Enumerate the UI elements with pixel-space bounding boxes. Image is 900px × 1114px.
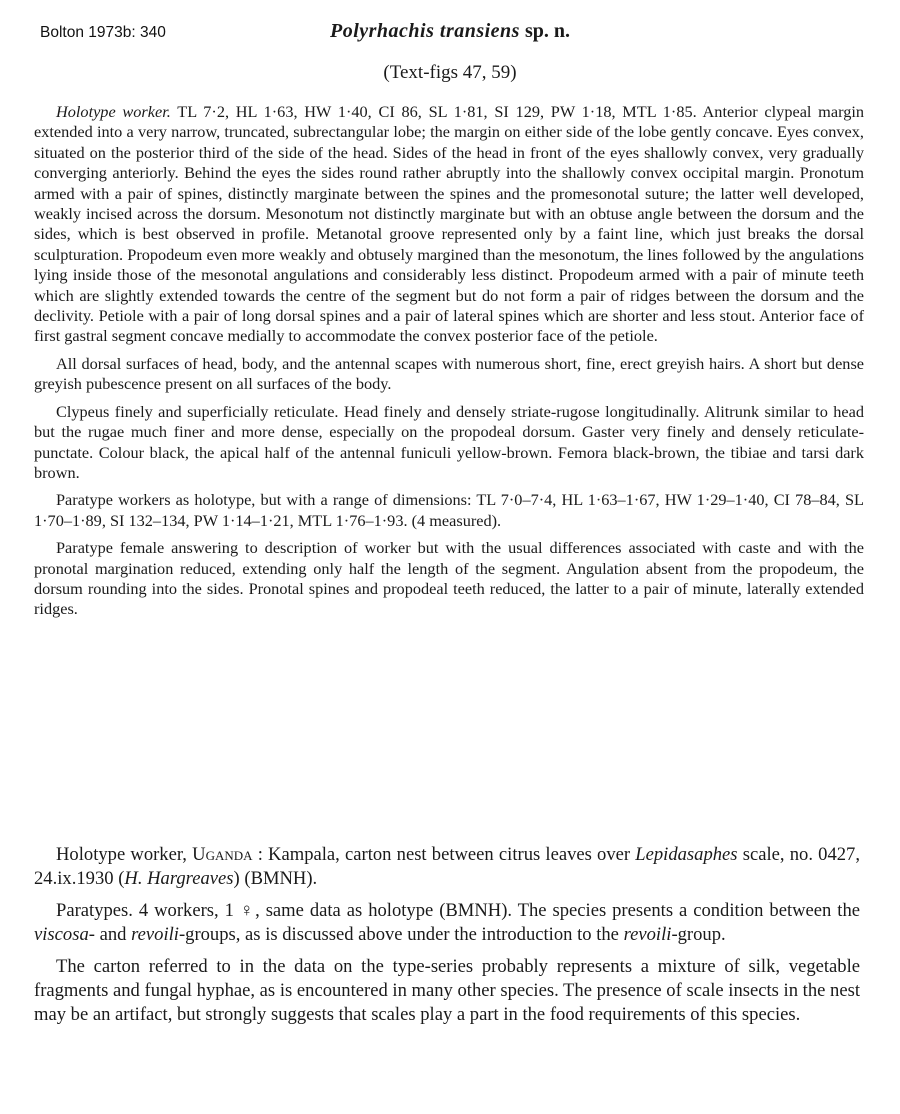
holotype-material-paragraph [34, 843, 860, 890]
species-group-revoili: revoili [131, 923, 179, 945]
sculpture-colour-paragraph: Clypeus finely and superficially reticulate. Head finely and densely striate-rugose longitudinally. Alitrunk similar to head but the rugae much finer and more dense, especially on the propodeal dorsum. Gaster very finely and densely reticulate-punctate. Colour black, the apical half of the antennal funiculi yellow-brown. Femora black-brown, the tibiae and tarsi dark brown. [34, 401, 864, 482]
description-section [34, 102, 864, 627]
host-genus: Lepidasaphes [635, 844, 738, 865]
collector: H. Hargreaves [124, 867, 234, 889]
paratypes-discussion: -groups, as is discussed above under the introduction to the [178, 923, 624, 945]
paratype-female-paragraph: Paratype female answering to description of worker but with the usual differences associated with caste and with the pronotal margination reduced, extending only half the length of the segment. Angulation absent from the propodeum, the dorsum rounding into the sides. Pronotal spines and propodeal teeth reduced, the latter to a pair of minute, laterally extended ridges. [34, 538, 864, 619]
paratypes-end: -group. [671, 923, 726, 945]
species-name: Polyrhachis transiens [329, 20, 520, 42]
holotype-depository: ) (BMNH). [233, 867, 318, 889]
paratypes-paragraph [34, 899, 860, 946]
holotype-data: scale, no. 0427, 24.ix.1930 ( [34, 844, 860, 889]
holotype-locality: : Kampala, carton nest between citrus leaves over [252, 844, 636, 865]
paratype-workers-paragraph: Paratype workers as holotype, but with a range of dimensions: TL 7·0–7·4, HL 1·63–1·67, HW 1·29–1·40, CI 78–84, SL 1·70–1·89, SI 132–134, PW 1·14–1·21, MTL 1·76–1·93. (4 measured). [34, 490, 864, 530]
carton-note-paragraph: The carton referred to in the data on the type-series probably represents a mixture of silk, vegetable fragments and fungal hyphae, as is encountered in many other species. The presence of scale insects in the nest may be an artifact, but strongly suggests that scales play a part in the food requirements of this species. [34, 956, 860, 1025]
figure-reference: (Text-figs 47, 59) [383, 62, 517, 83]
paratypes-connector: - and [88, 923, 132, 945]
material-section [34, 843, 860, 1035]
citation-reference: Bolton 1973b: 340 [40, 24, 166, 41]
species-title [0, 20, 900, 43]
species-group-viscosa: viscosa [34, 923, 89, 945]
species-suffix: sp. n. [519, 20, 570, 42]
species-group-revoili-ref: revoili [623, 923, 672, 945]
paratypes-text: Paratypes. 4 workers, 1 ♀, same data as holotype (BMNH). The species presents a condition between the [56, 900, 860, 922]
holotype-measurements: TL 7·2, HL 1·63, HW 1·40, CI 86, SL 1·81, SI 129, PW 1·18, MTL 1·85. [170, 102, 697, 121]
pilosity-paragraph: All dorsal surfaces of head, body, and the antennal scapes with numerous short, fine, erect greyish hairs. A short but dense greyish pubescence present on all surfaces of the body. [34, 353, 864, 394]
head-and-body-description: Anterior clypeal margin extended into a very narrow, truncated, subrectangular lobe; the margin on either side of the lobe gently concave. Eyes convex, situated on the posterior third of the side of the head. Sides of the head in front of the eyes shallowly convex, very gradually converging anteriorly. Behind the eyes the sides round rather abruptly into the shallowly convex occipital margin. Pronotum armed with a pair of spines, distinctly marginate between the spines and the promesonotal suture; the latter well developed, weakly incised across the dorsum. Mesonotum not distinctly marginate but with an obtuse angle between the dorsum and the sides, which is best observed in profile. Metanotal groove represented only by a faint line, which just breaks the dorsal sculpturation. Propodeum even more weakly and obtusely margined than the mesonotum, the lines followed by the angulations lying inside those of the mesonotal angulations and considerably less distinct. Propodeum armed with a pair of minute teeth which are slightly extended towards the centre of the segment but do not form a pair of ridges between the dorsum and the declivity. Petiole with a pair of long dorsal spines and a pair of lateral spines which are shorter and less stout. Anterior face of first gastral segment concave medially to accommodate the convex posterior face of the petiole. [34, 102, 865, 346]
holotype-text: Holotype worker, [56, 844, 193, 865]
holotype-country: Uganda [192, 844, 253, 865]
holotype-label: Holotype worker. [56, 102, 171, 121]
holotype-measurements-paragraph [34, 102, 864, 347]
